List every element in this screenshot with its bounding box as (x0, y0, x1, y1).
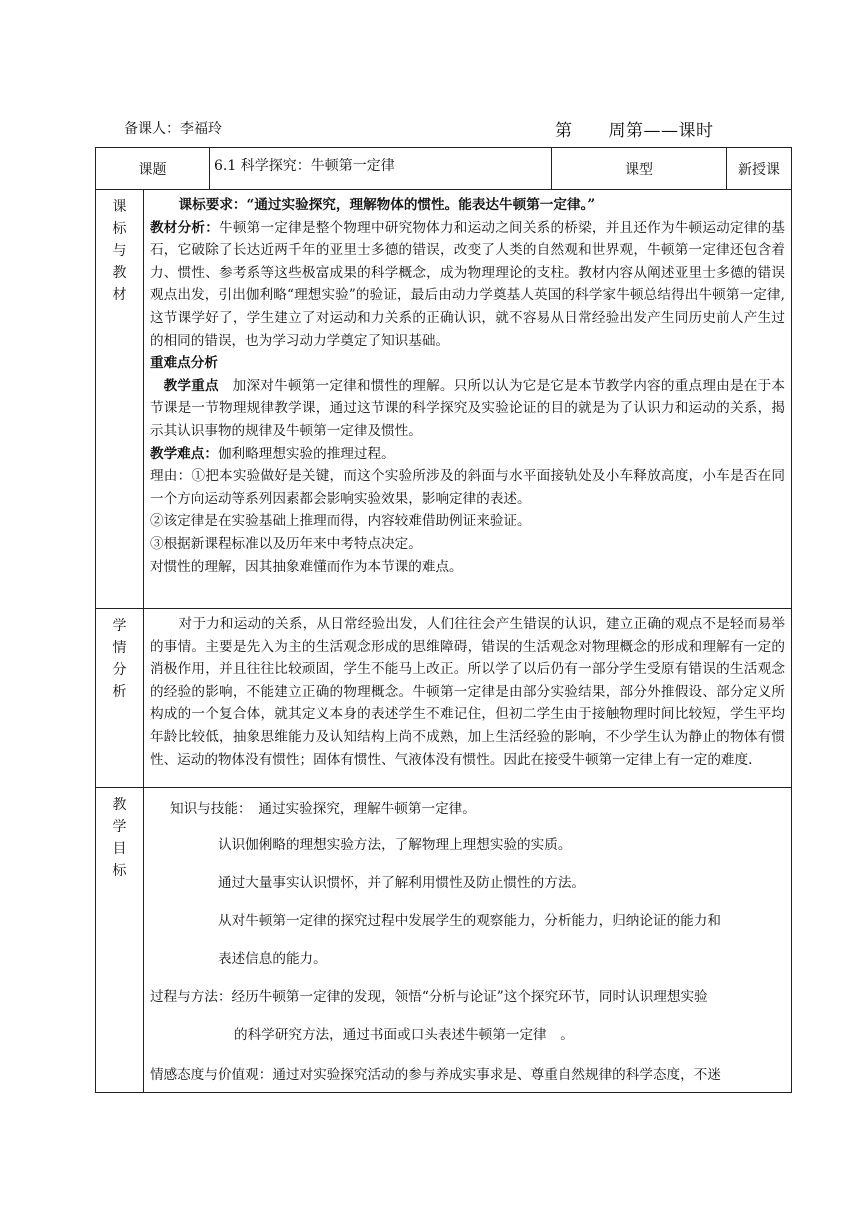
reason-3: ③根据新课程标准以及历年来中考特点决定。 (150, 535, 422, 552)
period-label (555, 116, 714, 141)
label-char: 与 (112, 243, 127, 259)
label-char: 材 (112, 287, 127, 303)
label-char: 学 (112, 618, 127, 634)
goal-knowledge: 知识与技能： 通过实验探究，理解牛顿第一定律。 (170, 801, 476, 817)
label-char: 析 (112, 684, 127, 700)
goal-k2: 认识伽俐略的理想实验方法，了解物理上理想实验的实质。 (218, 837, 572, 853)
label-char: 教 (112, 265, 127, 281)
reason-1: 理由：①把本实验做好是关键，而这个实验所涉及的斜面与水平面接轨处及小车释放高度，小车是否在同一个方向运动等系列因素都会影响实验效果，影响定律的表述。 (150, 468, 785, 507)
topic-value: 6.1 科学探究：牛顿第一定律 (210, 148, 552, 190)
teaching-focus (150, 375, 785, 443)
lesson-plan-table (95, 147, 792, 1093)
reason-4: 对惯性的理解，因其抽象难懂而作为本节课的难点。 (150, 558, 463, 575)
goal-k3: 通过大量事实认识惯怀，并了解利用惯性及防止惯性的方法。 (218, 875, 586, 891)
goal-process: 过程与方法：经历牛顿第一定律的发现，领悟“分析与论证”这个探究环节，同时认识理想实验 (150, 989, 708, 1005)
teaching-difficulty (150, 443, 785, 466)
label-char: 目 (112, 841, 127, 857)
label-char: 教 (112, 797, 127, 813)
focus-label: 教学重点 (163, 377, 219, 394)
label-char: 学 (112, 819, 127, 835)
section-goals-row (96, 788, 792, 1093)
focus-text: 加深对牛顿第一定律和惯性的理解。只所以认为它是它是本节教学内容的重点理由是在于本节课是一节物理规律教学课，通过这节课的科学探究及实验论证的目的就是为了认识力和运动的关系，揭示其认识事物的规律及牛顿第一定律及惯性。 (150, 377, 786, 439)
section-label-curriculum (96, 190, 144, 609)
key-points-heading: 重难点分析 (150, 355, 218, 372)
week-prefix: 第 (555, 121, 573, 141)
section-students-row (96, 609, 792, 788)
reason-2: ②该定律是在实验基础上推理而得，内容较难借助例证来验证。 (150, 513, 531, 530)
difficulty-label: 教学难点： (150, 445, 218, 462)
type-value: 新授课 (727, 148, 792, 190)
label-char: 课 (112, 199, 127, 215)
week-suffix: 周第——课时 (608, 121, 714, 141)
students-analysis-text: 对于力和运动的关系，从日常经验出发，人们往往会产生错误的认识，建立正确的观点不是轻而易举的事情。主要是先入为主的生活观念形成的思维障碍，错误的生活观念对物理概念的形成和理解有一定的消极作用，并且往往比较顽固，学生不能马上改正。所以学了以后仍有一部分学生受原有错误的生活观念的经验的影响，不能建立正确的物理概念。牛顿第一定律是由部分实验结果，部分外推假设、部分定义所构成的一个复合体，就其定义本身的表述学生不难记住，但初二学生由于接触物理时间比较短，学生平均年龄比较低，抽象思维能力及认知结构上尚不成熟，加上生活经验的影响，不少学生认为静止的物体有惯性、运动的物体没有惯性；固体有惯性、气液体没有惯性。因此在接受牛顿第一定律上有一定的难度. (150, 616, 785, 768)
topic-label: 课题 (96, 148, 210, 190)
curriculum-standard: 课标要求：“通过实验探究，理解物体的惯性。能表达牛顿第一定律。” (178, 197, 596, 213)
textbook-analysis (150, 217, 785, 353)
section-curriculum-row (96, 190, 792, 609)
section-label-goals (96, 788, 144, 1093)
label-char: 标 (112, 221, 127, 237)
goal-emotion: 情感态度与价值观：通过对实验探究活动的参与养成实事求是、尊重自然规律的科学态度，不迷 (150, 1067, 721, 1083)
type-label: 课型 (552, 148, 727, 190)
goal-k4: 从对牛顿第一定律的探究过程中发展学生的观察能力，分析能力，归纳论证的能力和 (218, 913, 721, 929)
label-char: 标 (112, 863, 127, 879)
label-char: 情 (112, 640, 127, 656)
students-content (144, 609, 792, 788)
goal-process-2: 的科学研究方法，通过书面或口头表述牛顿第一定律 。 (234, 1027, 574, 1043)
label-char: 分 (112, 662, 127, 678)
preparer-label: 备课人：李福玲 (124, 121, 222, 137)
header-row (96, 148, 792, 190)
curriculum-content (144, 190, 792, 609)
difficulty-text: 伽利略理想实验的推理过程。 (217, 445, 395, 462)
analysis-text: 牛顿第一定律是整个物理中研究物体力和运动之间关系的桥梁，并且还作为牛顿运动定律的基石，它破除了长达近两千年的亚里士多德的错误，改变了人类的自然观和世界观，牛顿第一定律还包含着力、惯性、参考系等这些极富成果的科学概念，成为物理理论的支柱。教材内容从阐述亚里士多德的错误观点出发，引出伽利略“理想实验”的验证，最后由动力学奠基人英国的科学家牛顿总结得出牛顿第一定律,这节课学好了，学生建立了对运动和力关系的正确认识，就不容易从日常经验出发产生同历史前人产生过的相同的错误，也为学习动力学奠定了知识基础。 (150, 219, 785, 349)
goal-k5: 表述信息的能力。 (218, 951, 327, 967)
section-label-students (96, 609, 144, 788)
goals-content (144, 788, 792, 1093)
analysis-label: 教材分析： (150, 219, 220, 236)
